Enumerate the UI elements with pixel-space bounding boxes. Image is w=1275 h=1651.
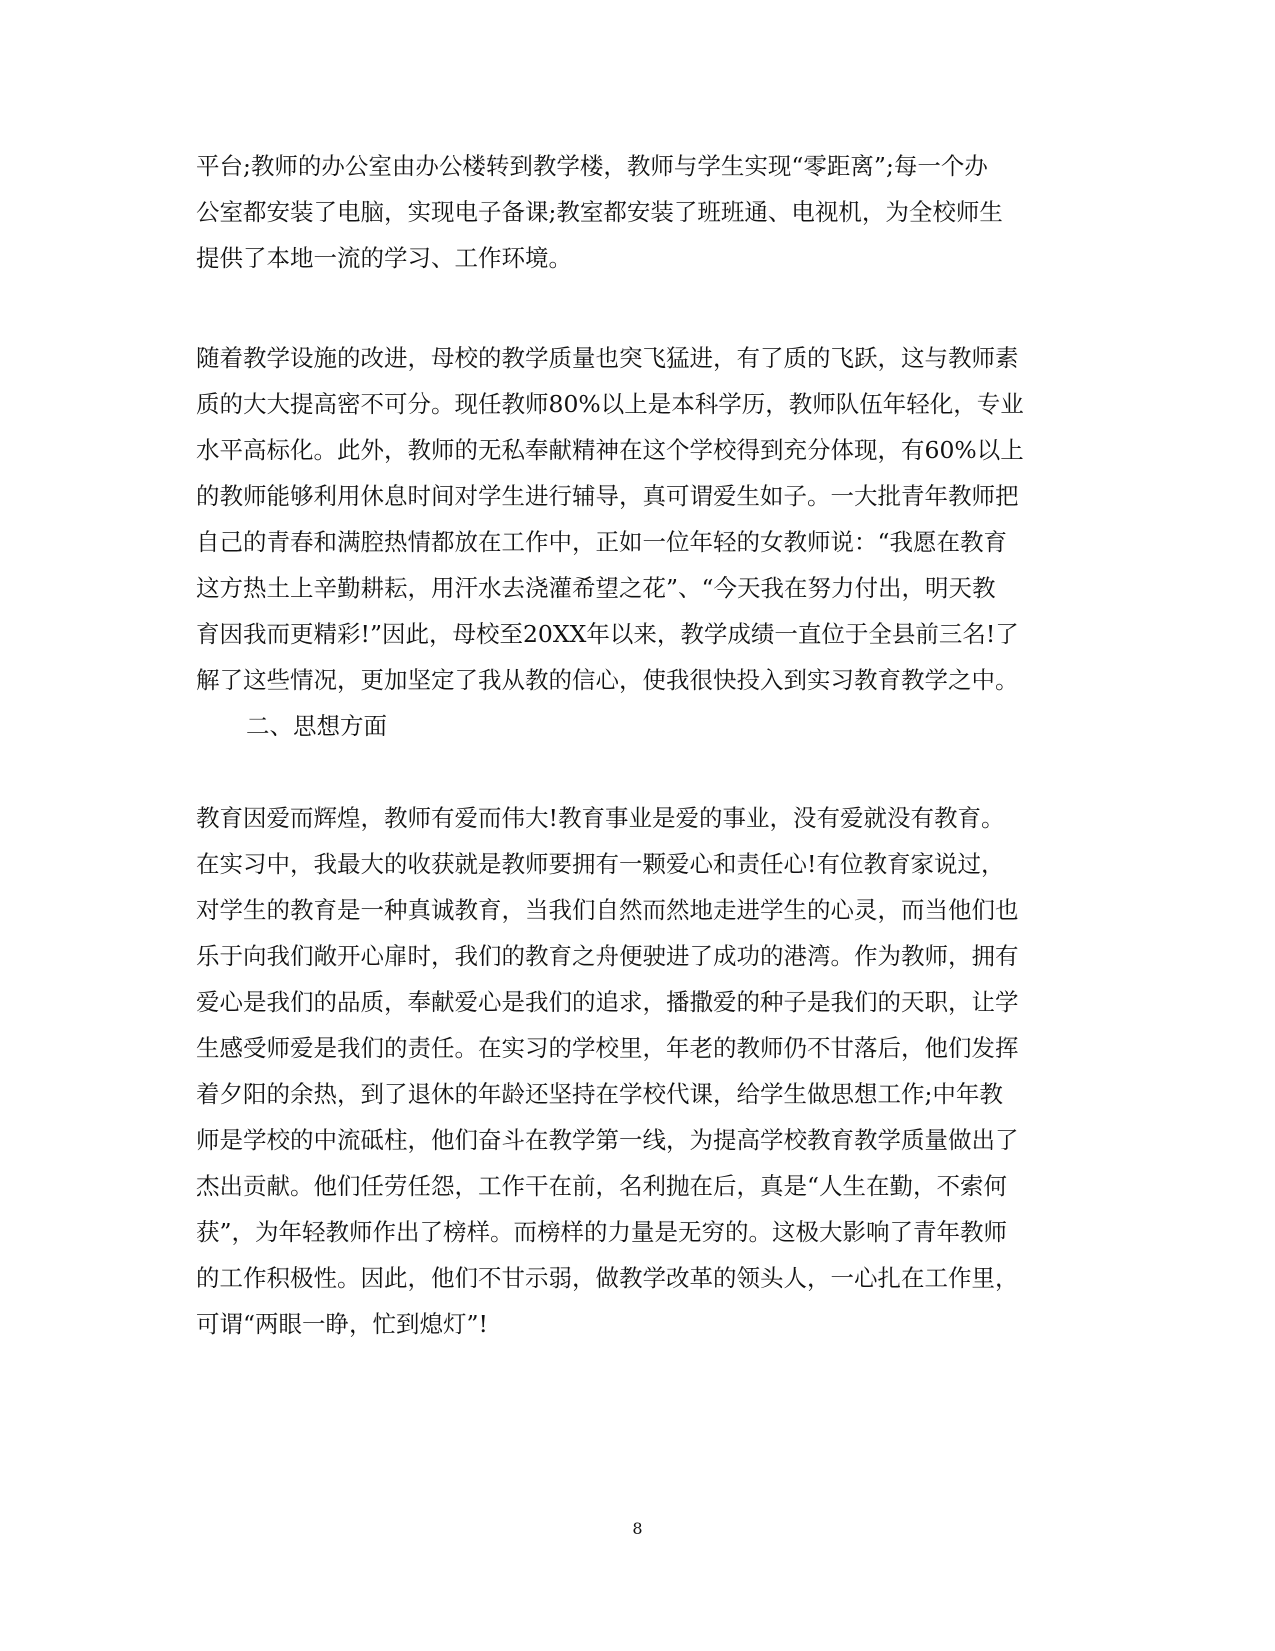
text-line: 杰出贡献。他们任劳任怨，工作干在前，名利抛在后，真是“人生在勤，不索何	[196, 1172, 1008, 1200]
text-line: 乐于向我们敞开心扉时，我们的教育之舟便驶进了成功的港湾。作为教师，拥有	[196, 942, 1019, 970]
text-line: 对学生的教育是一种真诚教育，当我们自然而然地走进学生的心灵，而当他们也	[196, 896, 1019, 924]
text-line: 提供了本地一流的学习、工作环境。	[196, 244, 572, 272]
text-line: 在实习中，我最大的收获就是教师要拥有一颗爱心和责任心!有位教育家说过，	[196, 850, 1005, 878]
text-line: 的教师能够利用休息时间对学生进行辅导，真可谓爱生如子。一大批青年教师把	[196, 482, 1019, 510]
text-line: 公室都安装了电脑，实现电子备课;教室都安装了班班通、电视机，为全校师生	[196, 198, 1003, 226]
text-line: 这方热土上辛勤耕耘，用汗水去浇灌希望之花”、“今天我在努力付出，明天教	[196, 574, 996, 602]
text-line: 着夕阳的余热，到了退休的年龄还坚持在学校代课，给学生做思想工作;中年教	[196, 1080, 1003, 1108]
text-line: 的工作积极性。因此，他们不甘示弱，做教学改革的领头人，一心扎在工作里，	[196, 1264, 1019, 1292]
text-line: 可谓“两眼一睁，忙到熄灯”!	[196, 1310, 488, 1338]
text-line: 师是学校的中流砥柱，他们奋斗在教学第一线，为提高学校教育教学质量做出了	[196, 1126, 1019, 1154]
text-line: 自己的青春和满腔热情都放在工作中，正如一位年轻的女教师说：“我愿在教育	[196, 528, 1008, 556]
text-line: 获”，为年轻教师作出了榜样。而榜样的力量是无穷的。这极大影响了青年教师	[196, 1218, 1008, 1246]
text-line: 教育因爱而辉煌，教师有爱而伟大!教育事业是爱的事业，没有爱就没有教育。	[196, 804, 1005, 832]
text-line: 随着教学设施的改进，母校的教学质量也突飞猛进，有了质的飞跃，这与教师素	[196, 344, 1019, 372]
text-line: 育因我而更精彩!”因此，母校至20XX年以来，教学成绩一直位于全县前三名!了	[196, 620, 1019, 648]
text-line: 解了这些情况，更加坚定了我从教的信心，使我很快投入到实习教育教学之中。	[196, 666, 1019, 694]
text-line: 水平高标化。此外，教师的无私奉献精神在这个学校得到充分体现，有60%以上	[196, 436, 1024, 464]
text-line: 生感受师爱是我们的责任。在实习的学校里，年老的教师仍不甘落后，他们发挥	[196, 1034, 1019, 1062]
text-line: 质的大大提高密不可分。现任教师80%以上是本科学历，教师队伍年轻化，专业	[196, 390, 1024, 418]
text-line: 平台;教师的办公室由办公楼转到教学楼，教师与学生实现“零距离”;每一个办	[196, 152, 988, 180]
text-line: 爱心是我们的品质，奉献爱心是我们的追求，播撒爱的种子是我们的天职，让学	[196, 988, 1019, 1016]
page-number: 8	[632, 1519, 643, 1538]
section-heading: 二、思想方面	[246, 712, 387, 740]
